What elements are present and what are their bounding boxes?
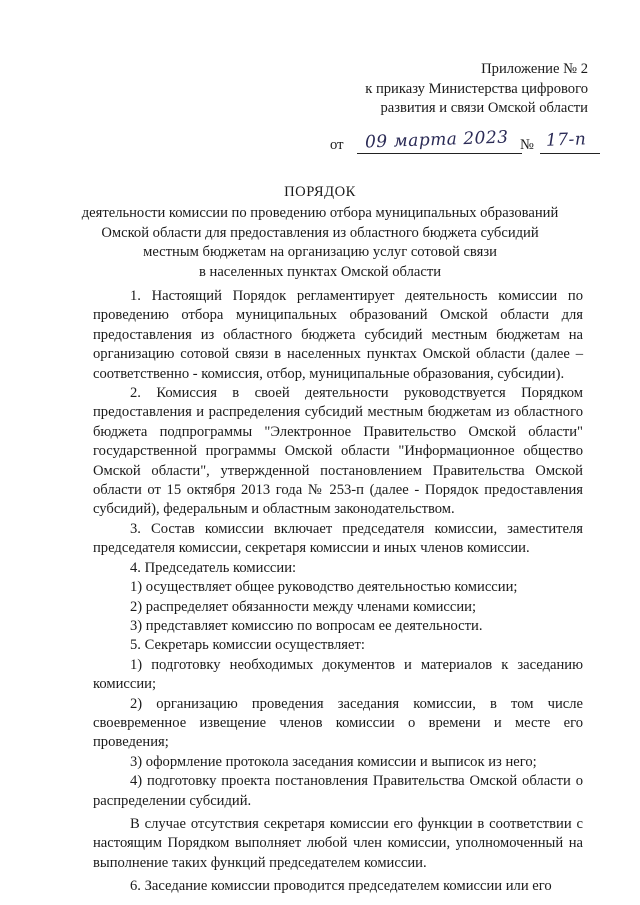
subtitle-line: местным бюджетам на организацию услуг сотовой связи	[143, 244, 497, 260]
paragraph-4-2: 2) распределяет обязанности между членами комиссии;	[130, 598, 477, 615]
paragraph-5-4: 4) подготовку проекта постановления Правительства Омской области о распределении субсидий.	[93, 773, 583, 809]
subtitle-line: в населенных пунктах Омской области	[198, 263, 442, 280]
order-number-label: №	[520, 137, 534, 153]
paragraph-5-1: 1) подготовку необходимых документов и материалов к заседанию комиссии;	[93, 656, 583, 693]
paragraph-4-3: 3) представляет комиссию по вопросам ее деятельности.	[130, 617, 483, 634]
paragraph-5-2: 2) организацию проведения заседания комиссии, в том числе своевременное извещение членов комиссии о времени и месте его проведения;	[93, 695, 583, 751]
paragraph-4-1: 1) осуществляет общее руководство деятельностью комиссии;	[130, 579, 518, 596]
subtitle-line: деятельности комиссии по проведению отбора муниципальных образований	[81, 205, 559, 221]
annex-header	[365, 60, 588, 119]
document-body	[93, 287, 583, 897]
handwritten-date: 09 марта 2023	[364, 127, 509, 153]
order-date-line	[330, 127, 600, 155]
paragraph-4: 4. Председатель комиссии:	[130, 559, 297, 576]
paragraph-secretary-absence: В случае отсутствия секретаря комиссии его функции в соответствии с настоящим Порядком выполняет любой член комиссии, уполномоченный на выполнение таких функций председателем комиссии.	[93, 815, 583, 871]
handwritten-number: 17-п	[545, 129, 587, 151]
paragraph-5: 5. Секретарь комиссии осуществляет:	[130, 637, 365, 654]
document-subtitle	[60, 204, 580, 282]
annex-ministry: развития и связи Омской области	[380, 100, 588, 116]
annex-order-ref: к приказу Министерства цифрового	[365, 80, 588, 97]
order-from-label: от	[330, 137, 344, 153]
paragraph-3: 3. Состав комиссии включает председателя комиссии, заместителя председателя комиссии, секретаря комиссии и иных членов комиссии.	[93, 520, 583, 557]
paragraph-2: 2. Комиссия в своей деятельности руководствуется Порядком предоставления и распределения субсидий местным бюджетам из областного бюджета подпрограммы "Электронное Правительство Омской области" государственной программы Омской области "Информационное общество Омской области", утвержденной постановлением Правительства Омской области от 15 октября 2013 года № 253-п (далее - Порядок предоставления субсидий), федеральным и областным законодательством.	[93, 385, 583, 518]
annex-number: Приложение № 2	[481, 61, 588, 77]
order-date-field	[357, 127, 522, 154]
paragraph-1: 1. Настоящий Порядок регламентирует деятельность комиссии по проведению отбора муниципальных образований Омской области для предоставления из областного бюджета субсидий местным бюджетам на организацию сотовой связи в населенных пунктах Омской области (далее – соответственно - комиссия, отбор, муниципальные образования, субсидии).	[93, 288, 583, 382]
document-title: ПОРЯДОК	[284, 184, 356, 200]
paragraph-6: 6. Заседание комиссии проводится председателем комиссии или его	[130, 878, 552, 895]
paragraph-5-3: 3) оформление протокола заседания комиссии и выписок из него;	[130, 753, 537, 770]
subtitle-line: Омской области для предоставления из областного бюджета субсидий	[101, 224, 539, 241]
order-number-field	[540, 129, 600, 154]
